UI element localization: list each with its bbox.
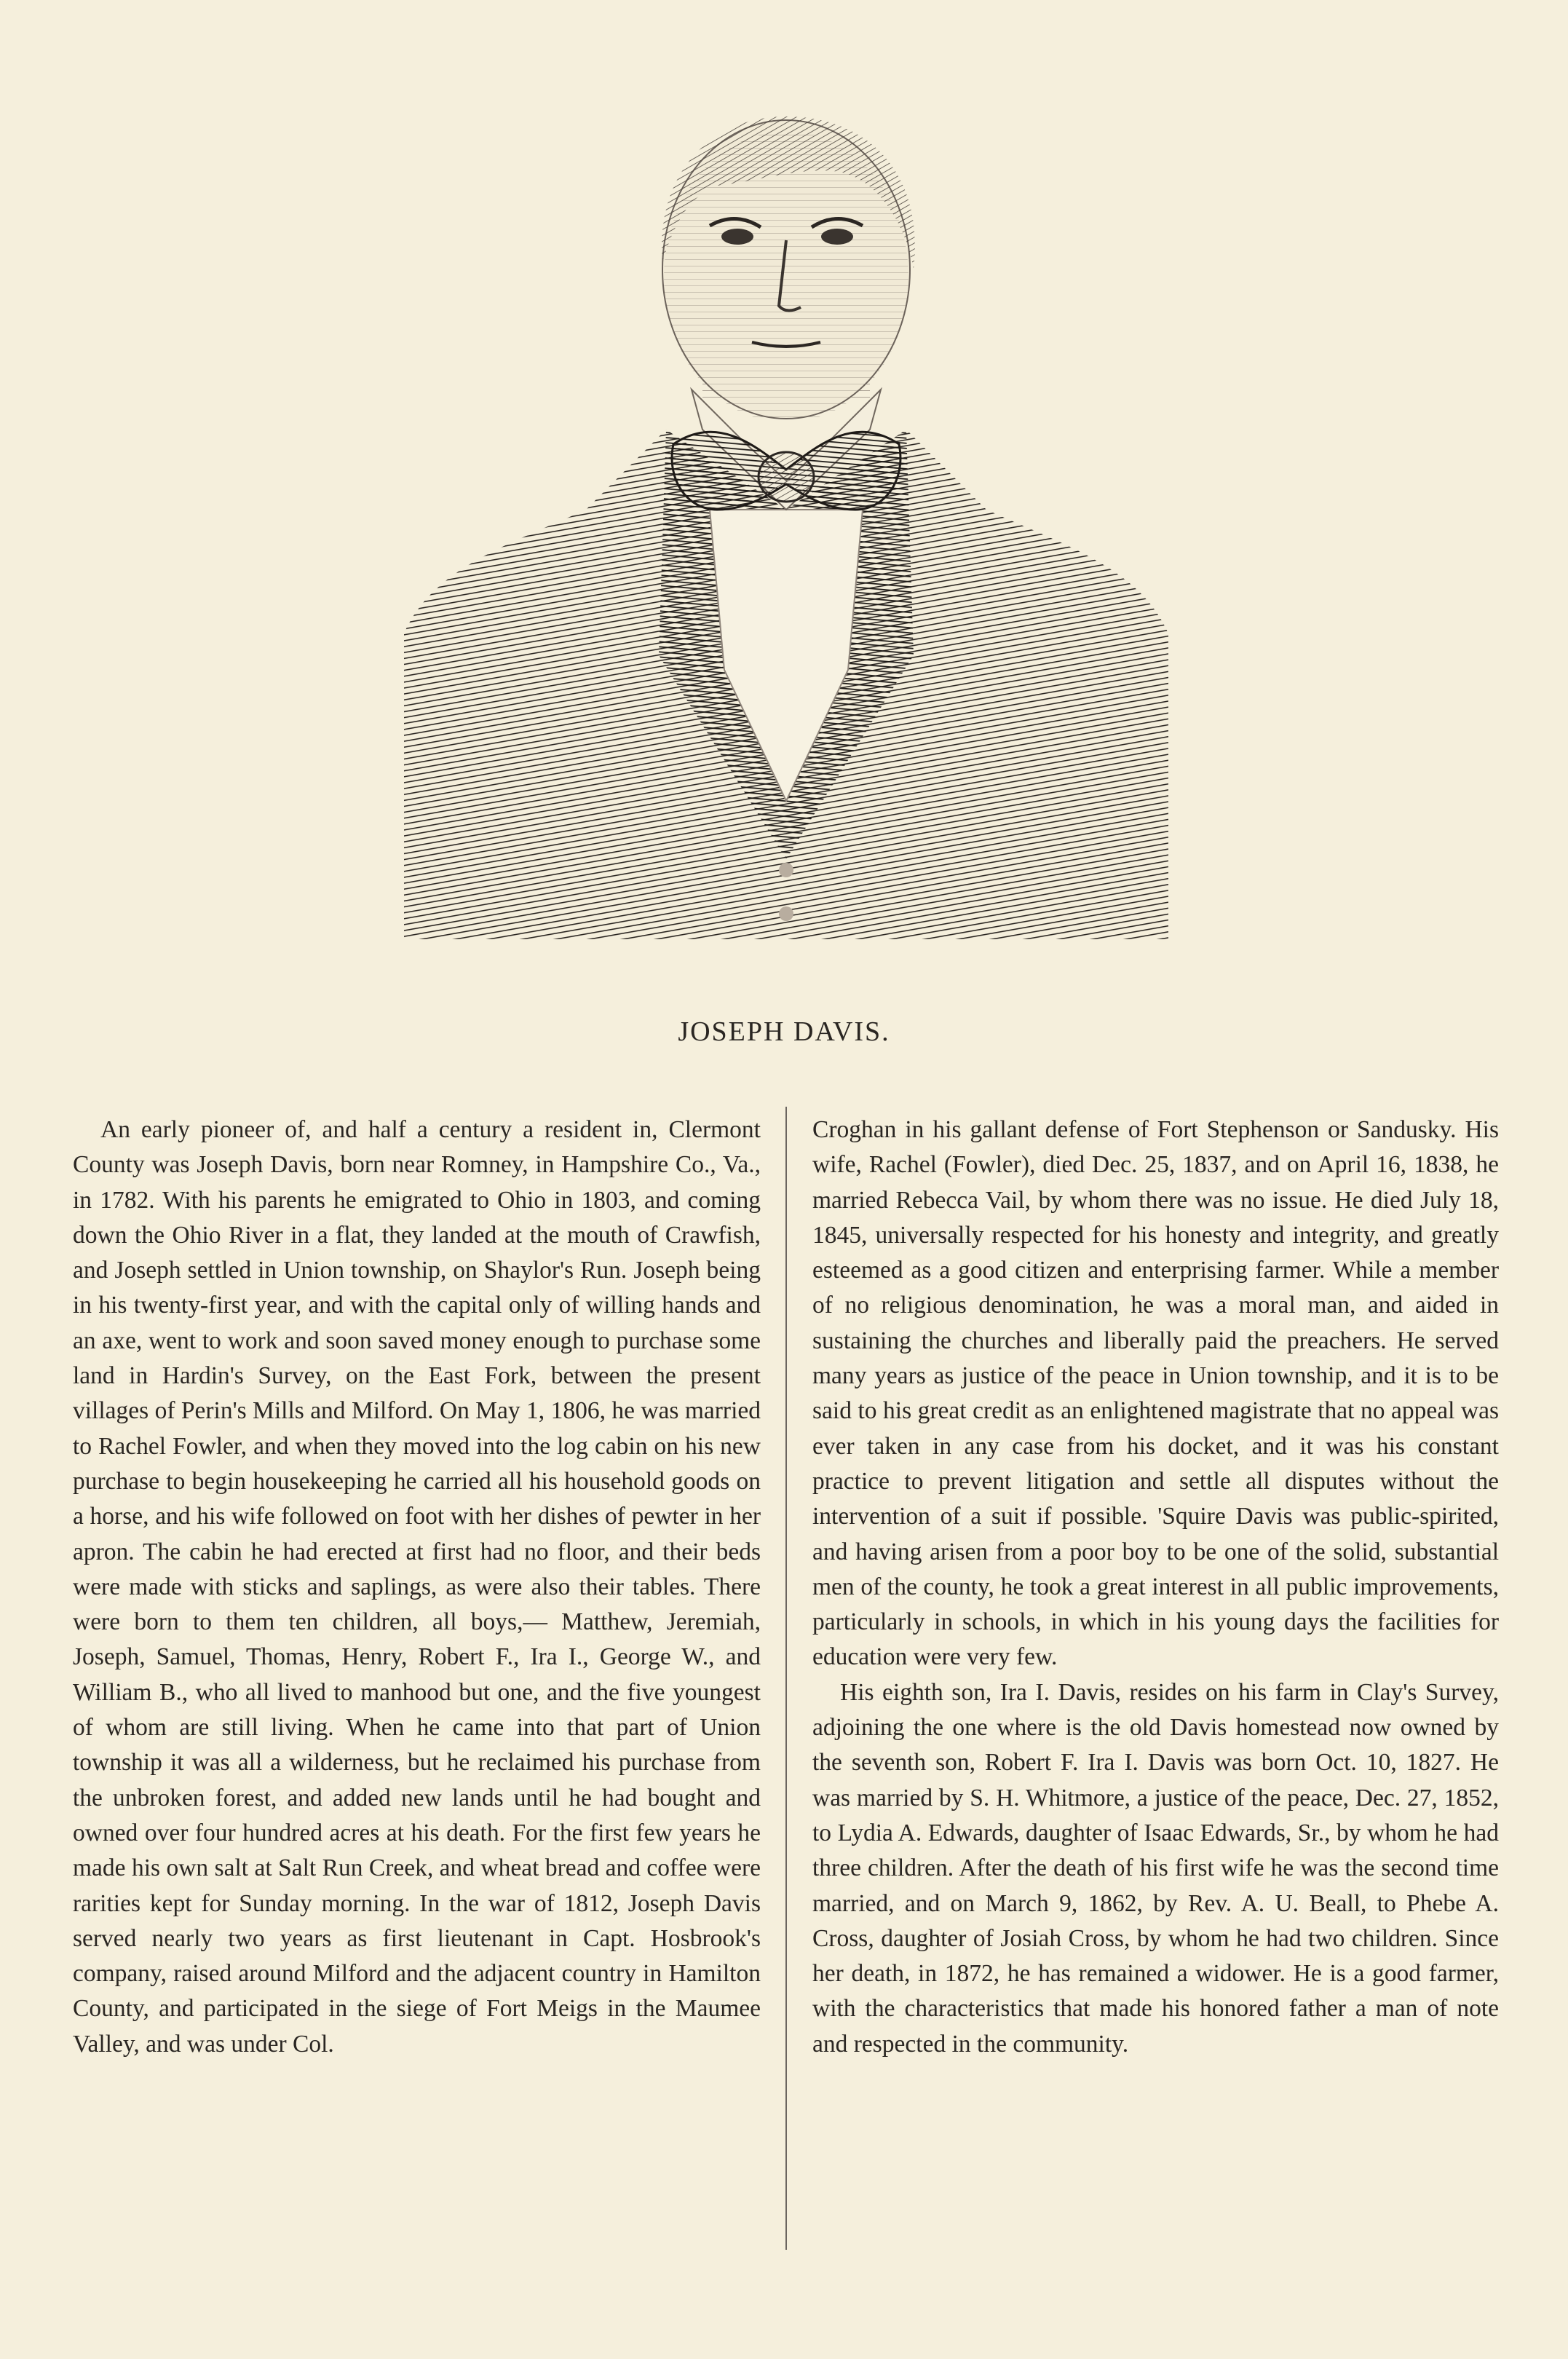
biography-paragraph-continued: Croghan in his gallant defense of Fort Stephenson or Sandusky. His wife, Rachel (Fowler), died Dec. 25, 1837, and on April 16, 1838, he married Rebecca Vail, by whom there was no issue. He died July 18, 1845, universally respected for his honesty and integrity, and greatly esteemed as a good citizen and enterprising farmer. While a member of no religious denomination, he was a moral man, and aided in sustaining the churches and liberally paid the preachers. He served many years as justice of the peace in Union township, and it is to be said to his great credit as an enlightened magistrate that no appeal was ever taken in any case from his docket, and it was his constant practice to prevent litigation and settle all disputes without the intervention of a suit if possible. 'Squire Davis was public-spirited, and having arisen from a poor boy to be one of the solid, substantial men of the county, he took a great interest in all public improvements, particularly in schools, in which in his young days the facilities for education were very few. [812,1116,1499,1671]
left-column [73,1113,761,2062]
biography-paragraph-1: An early pioneer of, and half a century a resident in, Clermont County was Joseph Davis, born near Romney, in Hampshire Co., Va., in 1782. With his parents he emigrated to Ohio in 1803, and coming down the Ohio River in a flat, they landed at the mouth of Crawfish, and Joseph settled in Union township, on Shaylor's Run. Joseph being in his twenty-first year, and with the capital only of willing hands and an axe, went to work and soon saved money enough to purchase some land in Hardin's Survey, on the East Fork, between the present villages of Perin's Mills and Milford. On May 1, 1806, he was married to Rachel Fowler, and when they moved into the log cabin on his new purchase to begin housekeeping he carried all his household goods on a horse, and his wife followed on foot with her dishes of pewter in her apron. The cabin he had erected at first had no floor, and their beds were made with sticks and saplings, as were also their tables. There were born to them ten children, all boys,— Matthew, Jeremiah, Joseph, Samuel, Thomas, Henry, Robert F., Ira I., George W., and William B., who all lived to manhood but one, and the five youngest of whom are still living. When he came into that part of Union township it was all a wilderness, but he reclaimed his purchase from the unbroken forest, and added new lands until he had bought and owned over four hundred acres at his death. For the first few years he made his own salt at Salt Run Creek, and wheat bread and coffee were rarities kept for Sunday morning. In the war of 1812, Joseph Davis served nearly two years as first lieutenant in Capt. Hosbrook's company, raised around Milford and the adjacent country in Hamilton County, and participated in the siege of Fort Meigs in the Maumee Valley, and was under Col. [73,1116,761,2058]
column-divider [785,1107,787,2250]
biography-paragraph-2: His eighth son, Ira I. Davis, resides on his farm in Clay's Survey, adjoining the one where is the old Davis homestead now owned by the seventh son, Robert F. Ira I. Davis was born Oct. 10, 1827. He was married by S. H. Whitmore, a justice of the peace, Dec. 27, 1852, to Lydia A. Edwards, daughter of Isaac Edwards, Sr., by whom he had three children. After the death of his first wife he was the second time married, and on March 9, 1862, by Rev. A. U. Beall, to Phebe A. Cross, daughter of Josiah Cross, by whom he had two children. Since her death, in 1872, he has remained a widower. He is a good farmer, with the characteristics that made his honored father a man of note and respected in the community. [812,1678,1499,2058]
right-column [812,1113,1499,2062]
portrait-caption: JOSEPH DAVIS. [678,1016,890,1047]
engraved-portrait [404,102,1168,939]
